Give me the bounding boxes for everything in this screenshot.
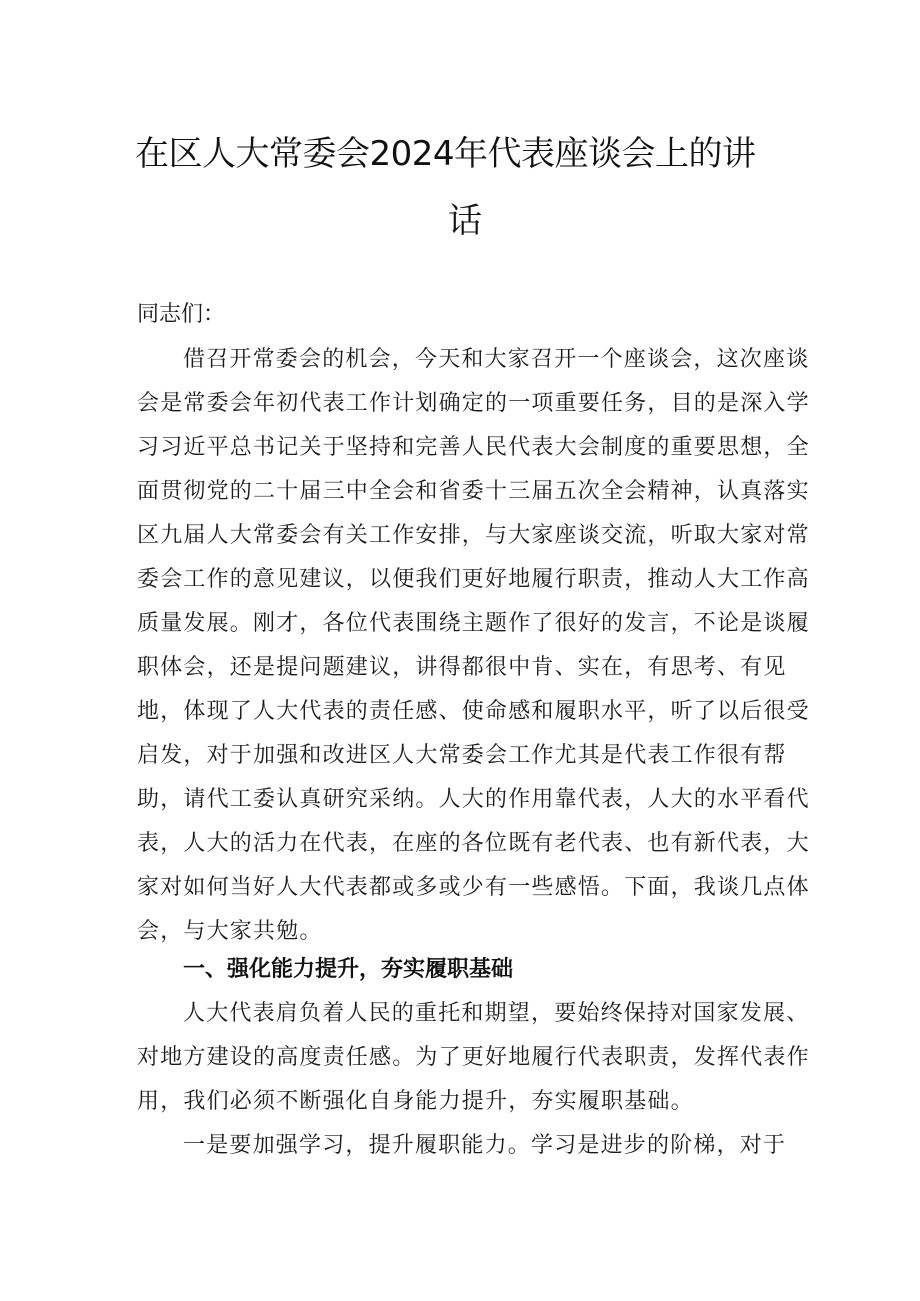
salutation: 同志们： — [137, 302, 226, 327]
paragraph-section1-intro: 人大代表肩负着人民的重托和期望，要始终保持对国家发展、对地方建设的高度责任感。为了更好地履行代表职责，发挥代表作用，我们必须不断强化自身能力提升，夯实履职基础。 — [137, 1001, 810, 1114]
section-heading-1: 一、强化能力提升，夯实履职基础 — [183, 957, 514, 982]
document-title-line1: 在区人大常委会2024年代表座谈会上的讲 — [135, 134, 756, 174]
document-title-line2: 话 — [448, 201, 482, 241]
paragraph-intro: 借召开常委会的机会，今天和大家召开一个座谈会，这次座谈会是常委会年初代表工作计划确定的一项重要任务，目的是深入学习习近平总书记关于坚持和完善人民代表大会制度的重要思想，全面贯彻党的二十届三中全会和省委十三届五次全会精神，认真落实区九届人大常委会有关工作安排，与大家座谈交流，听取大家对常委会工作的意见建议，以便我们更好地履行职责，推动人大工作高质量发展。刚才，各位代表围绕主题作了很好的发言，不论是谈履职体会，还是提问题建议，讲得都很中肯、实在，有思考、有见地，体现了人大代表的责任感、使命感和履职水平，听了以后很受启发，对于加强和改进区人大常委会工作尤其是代表工作很有帮助，请代工委认真研究采纳。人大的作用靠代表，人大的水平看代表，人大的活力在代表，在座的各位既有老代表、也有新代表，大家对如何当好人大代表都或多或少有一些感悟。下面，我谈几点体会，与大家共勉。 — [137, 347, 810, 944]
paragraph-section1-point1: 一是要加强学习，提升履职能力。学习是进步的阶梯，对于 — [183, 1133, 787, 1158]
